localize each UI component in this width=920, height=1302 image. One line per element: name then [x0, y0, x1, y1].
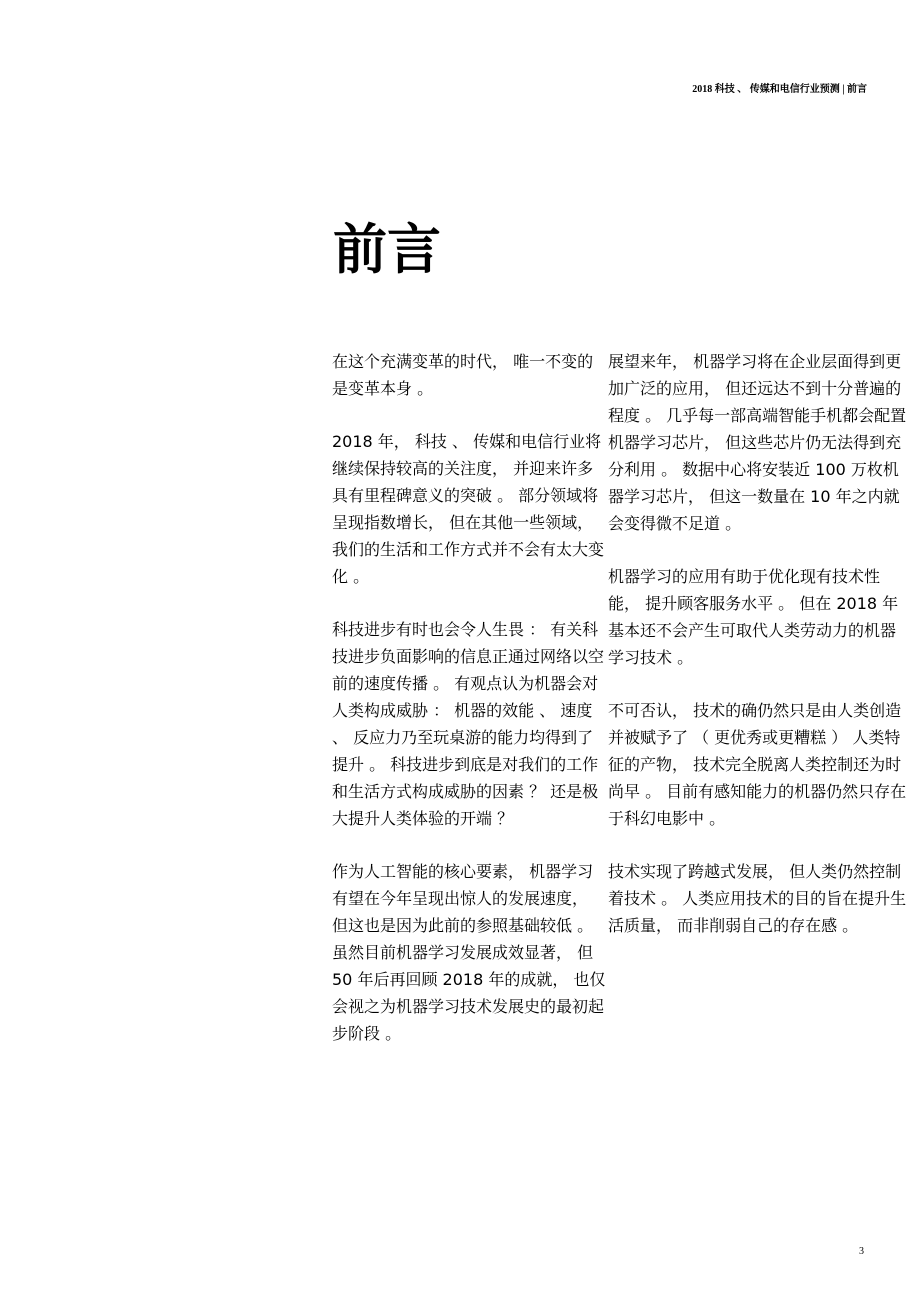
paragraph: 机器学习的应用有助于优化现有技术性能， 提升顾客服务水平 。 但在 2018 年基本还不会产生可取代人类劳动力的机器学习技术 。 — [608, 567, 899, 667]
paragraph: 科技进步有时也会令人生畏 ： 有关科技进步负面影响的信息正通过网络以空前的速度传播 。 有观点认为机器会对人类构成威胁 ： 机器的效能 、 速度 、 反应力乃至玩桌游的能力均得到了提升 。 科技进步到底是对我们的工作和生活方式构成威胁的因素 ？ 还是极大提升人类体验的开端 ？ — [332, 620, 605, 828]
paragraph: 不可否认， 技术的确仍然只是由人类创造并被赋予了 （ 更优秀或更糟糕 ） 人类特征的产物， 技术完全脱离人类控制还为时尚早 。 目前有感知能力的机器仍然只存在于科幻电影中 。 — [608, 701, 907, 828]
paragraph: 2018 年， 科技 、 传媒和电信行业将继续保持较高的关注度， 并迎来许多具有里程碑意义的突破 。 部分领域将呈现指数增长， 但在其他一些领域， 我们的生活和工作方式并不会有太大变化 。 — [332, 432, 605, 586]
paragraph: 作为人工智能的核心要素， 机器学习有望在今年呈现出惊人的发展速度， 但这也是因为此前的参照基础较低 。 虽然目前机器学习发展成效显著， 但 50 年后再回顾 2018 年的成就， 也仅会视之为机器学习技术发展史的最初起步阶段 。 — [332, 862, 606, 1043]
paragraph: 在这个充满变革的时代， 唯一不变的是变革本身 。 — [332, 352, 594, 398]
right-column — [608, 348, 908, 965]
paragraph: 技术实现了跨越式发展， 但人类仍然控制着技术 。 人类应用技术的目的旨在提升生活质量， 而非削弱自己的存在感 。 — [608, 862, 907, 935]
page-title: 前言 — [333, 218, 441, 281]
left-column — [332, 348, 607, 1073]
running-header: 2018 科技 、 传媒和电信行业预测 | 前言 — [692, 84, 867, 95]
paragraph: 展望来年， 机器学习将在企业层面得到更加广泛的应用， 但还远达不到十分普遍的程度 。 几乎每一部高端智能手机都会配置机器学习芯片， 但这些芯片仍无法得到充分利用 。 数据中心将安装近 100 万枚机器学习芯片， 但这一数量在 10 年之内就会变得微不足道 。 — [608, 352, 907, 533]
page-number: 3 — [859, 1246, 864, 1257]
